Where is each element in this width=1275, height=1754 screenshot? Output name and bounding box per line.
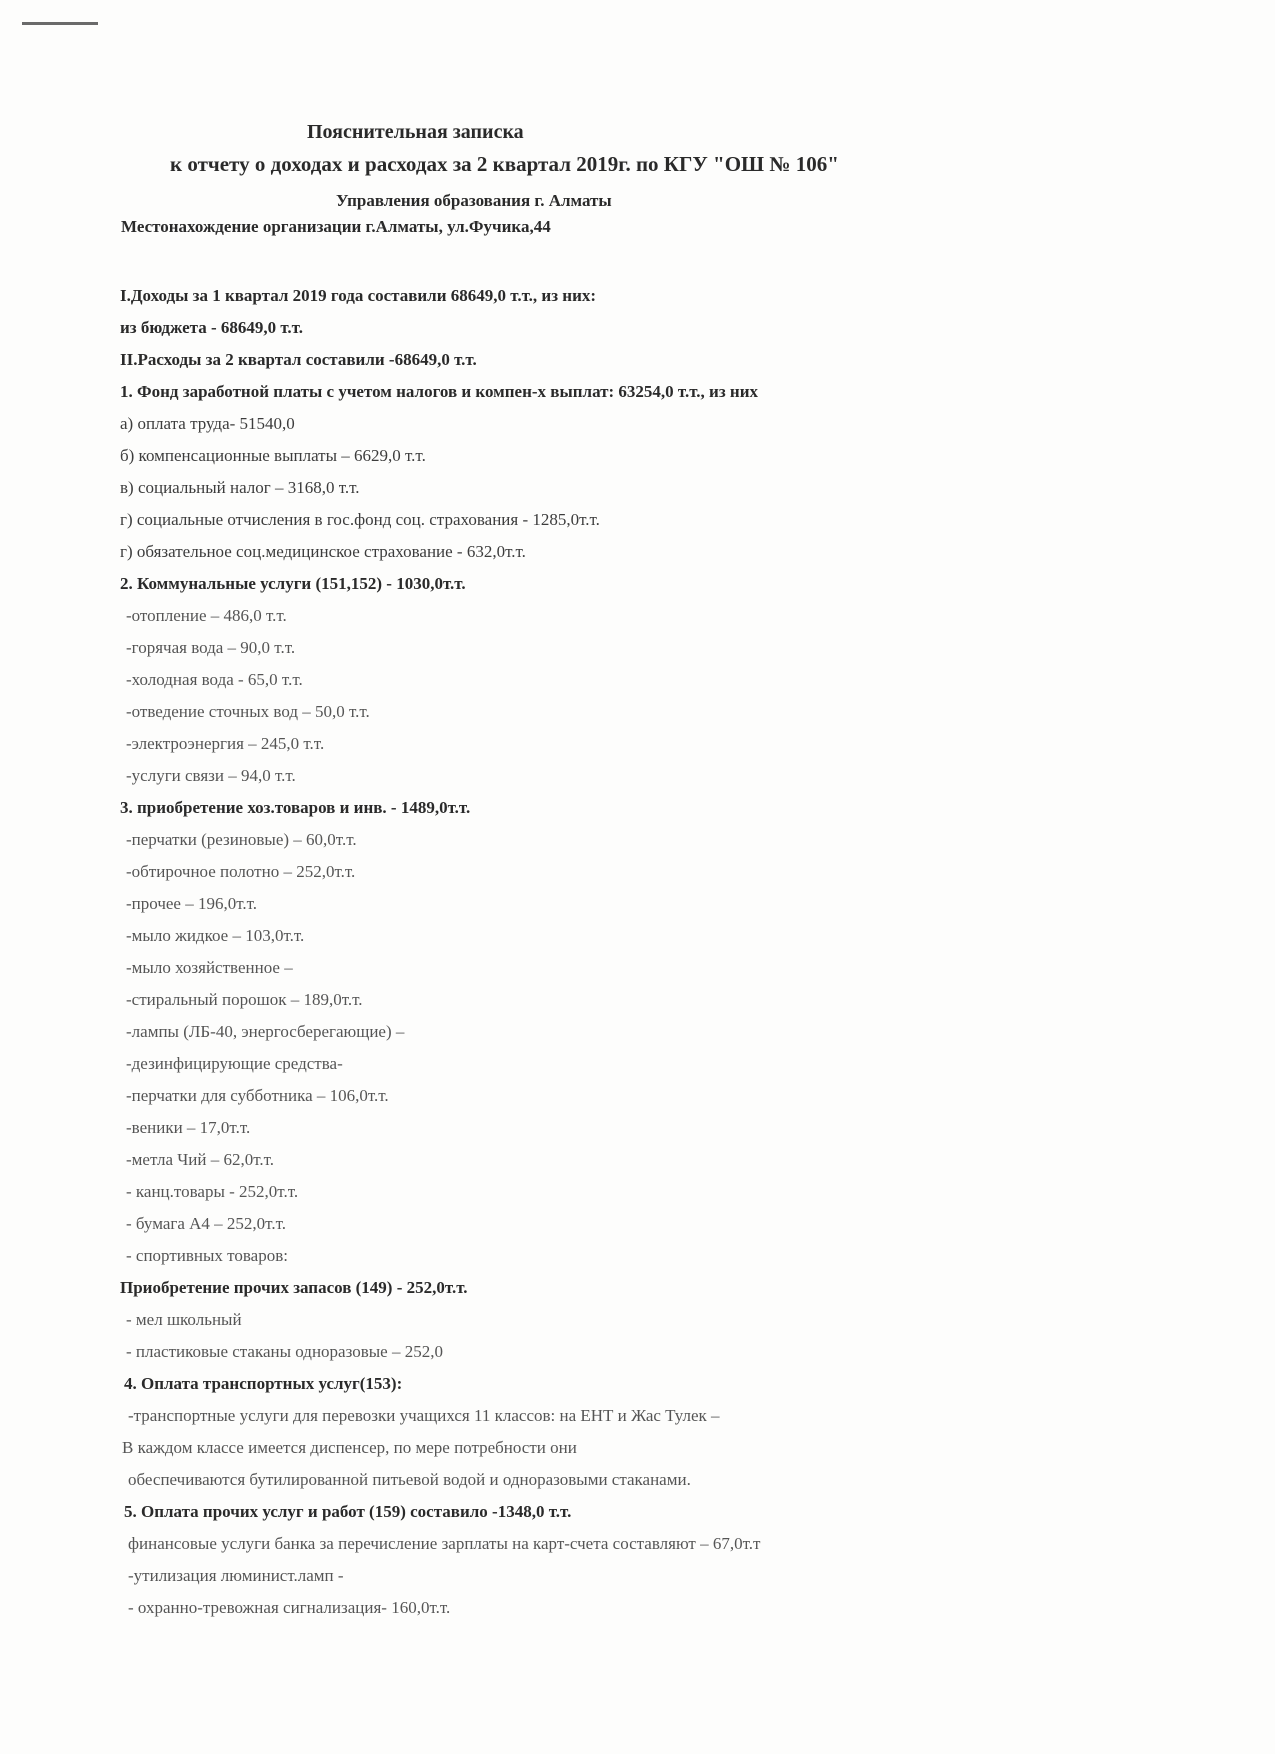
section-heading-line: из бюджета - 68649,0 т.т. xyxy=(120,318,304,337)
report-line: -холодная вода - 65,0 т.т. xyxy=(126,670,303,689)
scan-margin-mark xyxy=(22,22,98,25)
report-line: - пластиковые стаканы одноразовые – 252,0 xyxy=(126,1342,443,1361)
report-line: -перчатки (резиновые) – 60,0т.т. xyxy=(126,830,357,849)
report-line: г) обязательное соц.медицинское страхование - 632,0т.т. xyxy=(120,542,526,561)
report-line: -мыло хозяйственное – xyxy=(126,958,293,977)
report-line: - канц.товары - 252,0т.т. xyxy=(126,1182,299,1201)
report-line: -утилизация люминист.ламп - xyxy=(128,1566,344,1585)
report-line: -стиральный порошок – 189,0т.т. xyxy=(126,990,363,1009)
report-line: а) оплата труда- 51540,0 xyxy=(120,414,295,433)
report-line: В каждом классе имеется диспенсер, по мере потребности они xyxy=(122,1438,577,1457)
section-heading-line: 5. Оплата прочих услуг и работ (159) составило -1348,0 т.т. xyxy=(124,1502,572,1521)
report-line: -горячая вода – 90,0 т.т. xyxy=(126,638,296,657)
report-line: -услуги связи – 94,0 т.т. xyxy=(126,766,296,785)
report-line: в) социальный налог – 3168,0 т.т. xyxy=(120,478,360,497)
organization-location: Местонахождение организации г.Алматы, ул.Фучика,44 xyxy=(121,217,551,236)
report-line: г) социальные отчисления в гос.фонд соц. страхования - 1285,0т.т. xyxy=(120,510,600,529)
report-line: -веники – 17,0т.т. xyxy=(126,1118,251,1137)
report-line: - мел школьный xyxy=(126,1310,242,1329)
report-line: - бумага А4 – 252,0т.т. xyxy=(126,1214,286,1233)
section-heading-line: 4. Оплата транспортных услуг(153): xyxy=(124,1374,403,1393)
document-subtitle: к отчету о доходах и расходах за 2 квартал 2019г. по КГУ "ОШ № 106" xyxy=(170,152,839,176)
report-line: финансовые услуги банка за перечисление зарплаты на карт-счета составляют – 67,0т.т xyxy=(128,1534,761,1553)
report-line: -перчатки для субботника – 106,0т.т. xyxy=(126,1086,389,1105)
document-title: Пояснительная записка xyxy=(307,121,524,143)
report-line: - спортивных товаров: xyxy=(126,1246,288,1265)
section-heading-line: 1. Фонд заработной платы с учетом налогов и компен-х выплат: 63254,0 т.т., из них xyxy=(120,382,759,401)
report-line: -транспортные услуги для перевозки учащихся 11 классов: на ЕНТ и Жас Тулек – xyxy=(128,1406,720,1425)
report-line: -мыло жидкое – 103,0т.т. xyxy=(126,926,305,945)
report-line: -отопление – 486,0 т.т. xyxy=(126,606,287,625)
report-line: -электроэнергия – 245,0 т.т. xyxy=(126,734,325,753)
report-line: -обтирочное полотно – 252,0т.т. xyxy=(126,862,356,881)
report-line: б) компенсационные выплаты – 6629,0 т.т. xyxy=(120,446,426,465)
report-line: -прочее – 196,0т.т. xyxy=(126,894,258,913)
report-line: -отведение сточных вод – 50,0 т.т. xyxy=(126,702,370,721)
report-line: - охранно-тревожная сигнализация- 160,0т.т. xyxy=(128,1598,451,1617)
section-heading-line: II.Расходы за 2 квартал составили -68649,0 т.т. xyxy=(120,350,477,369)
report-body xyxy=(0,282,1275,1626)
report-line: -лампы (ЛБ-40, энергосберегающие) – xyxy=(126,1022,405,1041)
section-heading-line: 2. Коммунальные услуги (151,152) - 1030,0т.т. xyxy=(120,574,466,593)
section-heading-line: Приобретение прочих запасов (149) - 252,0т.т. xyxy=(120,1278,468,1297)
report-line: -метла Чий – 62,0т.т. xyxy=(126,1150,275,1169)
section-heading-line: 3. приобретение хоз.товаров и инв. - 1489,0т.т. xyxy=(120,798,471,817)
report-line: обеспечиваются бутилированной питьевой водой и одноразовыми стаканами. xyxy=(128,1470,691,1489)
section-heading-line: I.Доходы за 1 квартал 2019 года составили 68649,0 т.т., из них: xyxy=(120,286,597,305)
department-name: Управления образования г. Алматы xyxy=(336,191,612,210)
report-line: -дезинфицирующие средства- xyxy=(126,1054,343,1073)
